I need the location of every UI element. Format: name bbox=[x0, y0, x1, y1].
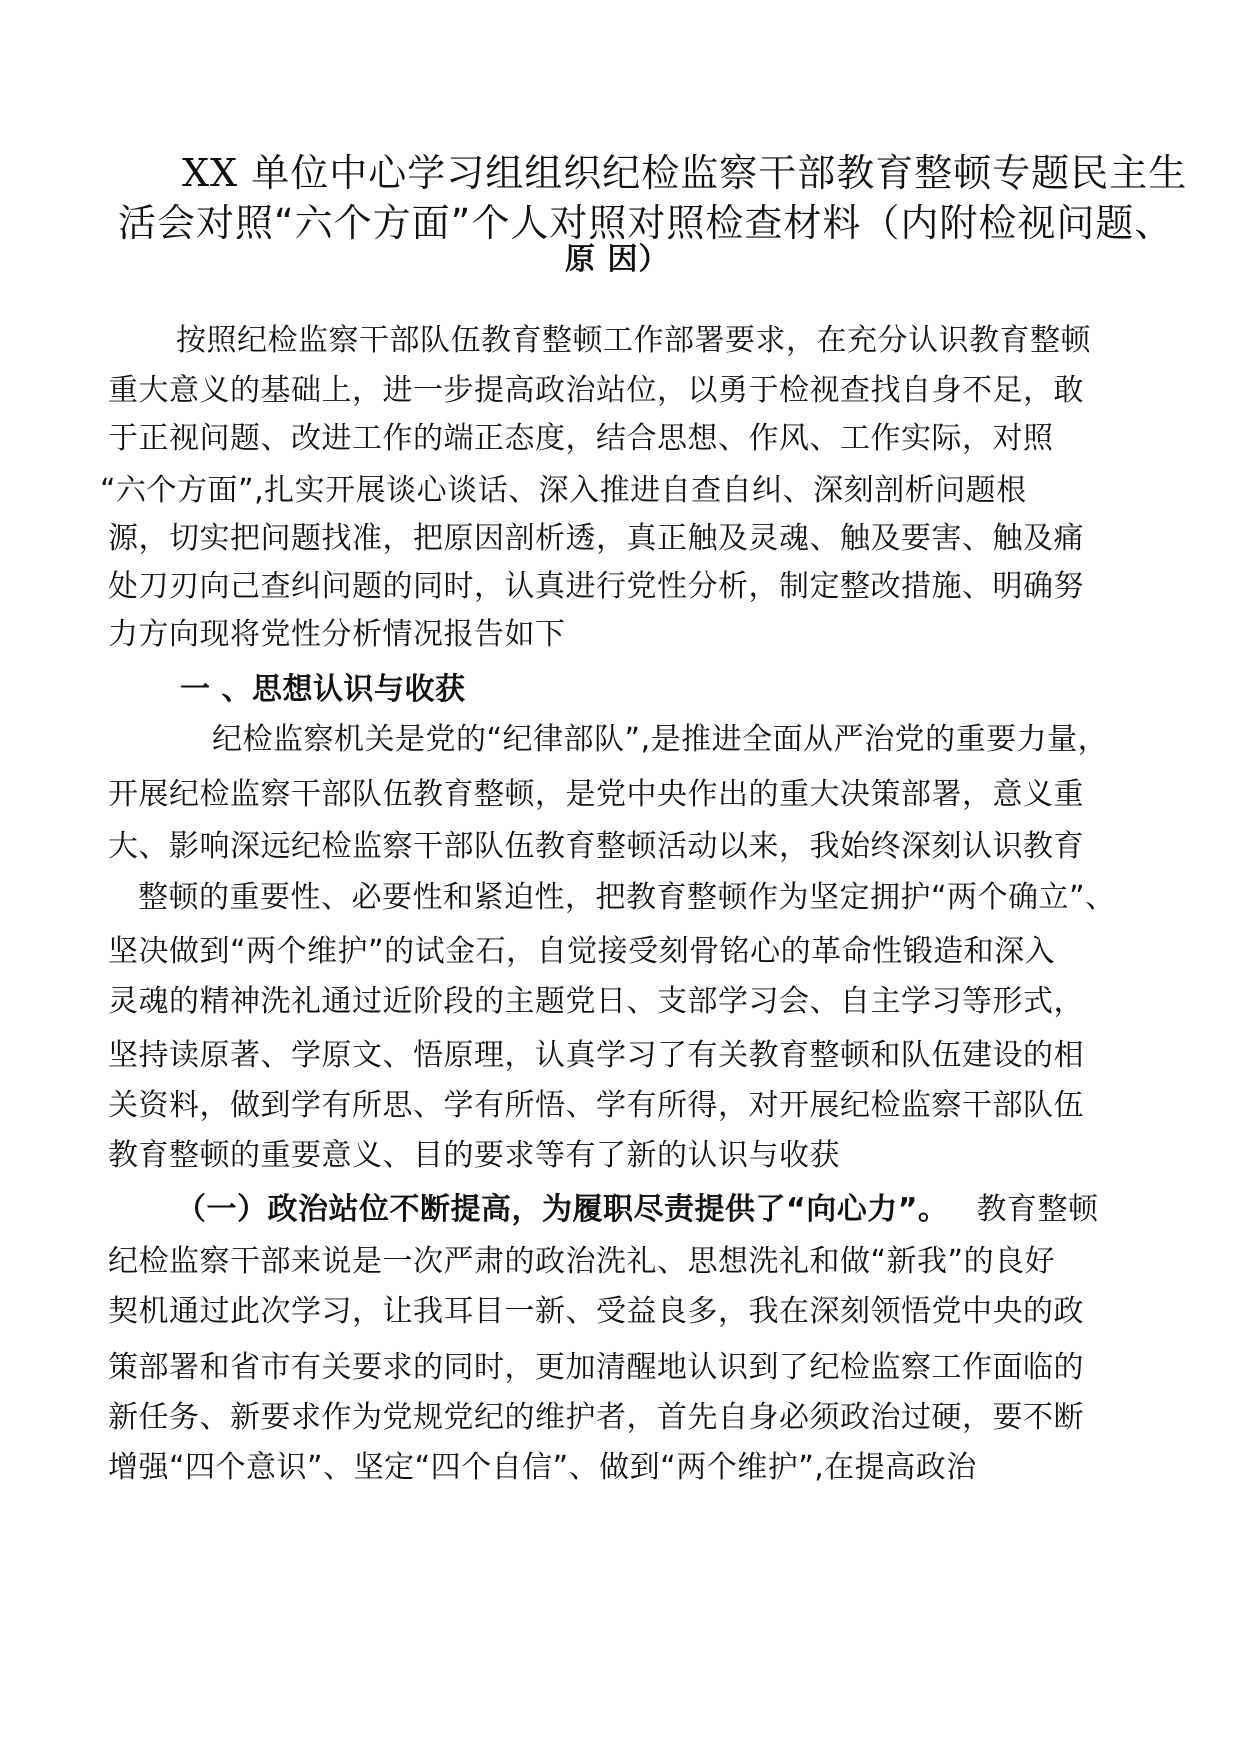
section-1-line: 整顿的重要性、必要性和紧迫性，把教育整顿作为坚定拥护“两个确立”、 bbox=[138, 880, 1116, 915]
intro-line: “六个方面”,扎实开展谈心谈话、深入推进自查自纠、深刻剖析问题根 bbox=[100, 473, 1027, 508]
subsection-1-line: 新任务、新要求作为党规党纪的维护者，首先自身必须政治过硬，要不断 bbox=[108, 1400, 1084, 1435]
intro-line: 力方向现将党性分析情况报告如下 bbox=[108, 617, 566, 652]
section-1-line: 灵魂的精神洗礼通过近阶段的主题党日、支部学习会、自主学习等形式， bbox=[108, 984, 1084, 1019]
intro-line: 源，切实把问题找准，把原因剖析透，真正触及灵魂、触及要害、触及痛 bbox=[108, 521, 1084, 556]
subsection-1-line: 纪检监察干部来说是一次严肃的政治洗礼、思想洗礼和做“新我”的良好 bbox=[108, 1244, 1056, 1279]
subsection-1-heading-tail: 教育整顿 bbox=[976, 1192, 1099, 1227]
subsection-1-line: 策部署和省市有关要求的同时，更加清醒地认识到了纪检监察工作面临的 bbox=[108, 1350, 1084, 1385]
intro-line: 处刀刃向己查纠问题的同时，认真进行党性分析，制定整改措施、明确努 bbox=[108, 569, 1084, 604]
section-1-line: 关资料，做到学有所思、学有所悟、学有所得，对开展纪检监察干部队伍 bbox=[108, 1088, 1084, 1123]
section-1-line: 大、影响深远纪检监察干部队伍教育整顿活动以来，我始终深刻认识教育 bbox=[108, 829, 1084, 864]
document-title-line-2: 活会对照“六个方面”个人对照对照检查材料（内附检视问题、 bbox=[118, 201, 1174, 245]
subsection-1-heading: （一）政治站位不断提高，为履职尽责提供了“向心力”。 bbox=[176, 1192, 949, 1227]
intro-line: 重大意义的基础上，进一步提高政治站位，以勇于检视查找自身不足，敢 bbox=[108, 373, 1084, 408]
intro-line: 按照纪检监察干部队伍教育整顿工作部署要求，在充分认识教育整顿 bbox=[176, 323, 1091, 358]
subsection-1-line: 契机通过此次学习，让我耳目一新、受益良多，我在深刻领悟党中央的政 bbox=[108, 1294, 1084, 1329]
section-1-line: 开展纪检监察干部队伍教育整顿，是党中央作出的重大决策部署，意义重 bbox=[108, 777, 1084, 812]
section-1-line: 教育整顿的重要意义、目的要求等有了新的认识与收获 bbox=[108, 1138, 840, 1173]
subsection-1-line: 增强“四个意识”、坚定“四个自信”、做到“两个维护”,在提高政治 bbox=[108, 1450, 977, 1485]
section-1-heading: 一 、思想认识与收获 bbox=[180, 672, 466, 707]
title-prefix: XX bbox=[182, 151, 239, 195]
document-title-line-1 bbox=[182, 148, 1187, 198]
section-1-line: 坚持读原著、学原文、悟原理，认真学习了有关教育整顿和队伍建设的相 bbox=[108, 1038, 1084, 1073]
section-1-line: 纪检监察机关是党的“纪律部队”,是推进全面从严治党的重要力量， bbox=[212, 722, 1109, 757]
document-title-line-3: 原 因） bbox=[565, 242, 670, 277]
subsection-1-heading-line bbox=[176, 1190, 1098, 1230]
title-line-1-text: 单位中心学习组组织纪检监察干部教育整顿专题民主生 bbox=[251, 151, 1188, 195]
intro-line: 于正视问题、改进工作的端正态度，结合思想、作风、工作实际，对照 bbox=[108, 421, 1054, 456]
section-1-line: 坚决做到“两个维护”的试金石，自觉接受刻骨铭心的革命性锻造和深入 bbox=[108, 934, 1056, 969]
